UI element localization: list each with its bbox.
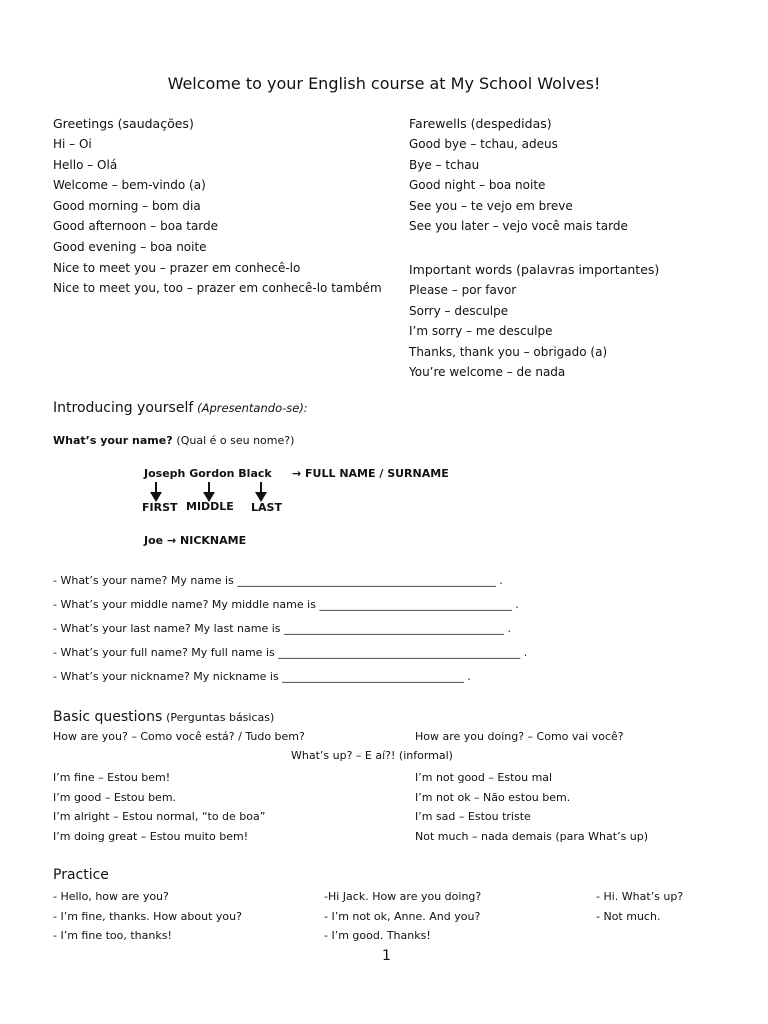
practice-col-1	[53, 887, 242, 946]
name-example: Joseph Gordon Black	[144, 467, 272, 480]
introducing-note: (Apresentando-se):	[197, 401, 308, 415]
page-number: 1	[382, 948, 391, 964]
important-list	[409, 280, 607, 383]
list-item: I’m not good – Estou mal	[415, 771, 553, 784]
greetings-heading: Greetings (saudações)	[53, 116, 194, 131]
list-item: Good bye – tchau, adeus	[409, 137, 558, 151]
list-item: I’m good – Estou bem.	[53, 790, 177, 804]
basic-question-center: What’s up? – E aí?! (informal)	[291, 749, 453, 762]
basic-heading: Basic questions	[53, 709, 163, 725]
page-title: Welcome to your English course at My School Wolves!	[167, 74, 601, 93]
list-item: You’re welcome – de nada	[409, 365, 566, 380]
basic-answers-left	[53, 768, 265, 847]
list-item: - I’m good. Thanks!	[324, 929, 431, 943]
list-item: Nice to meet you – prazer em conhecê-lo	[53, 260, 301, 275]
list-item: Thanks, thank you – obrigado (a)	[409, 344, 608, 359]
practice-col-2	[324, 887, 481, 946]
important-heading: Important words (palavras importantes)	[409, 262, 660, 277]
arrow-down-icon	[255, 482, 267, 502]
last-label: LAST	[251, 501, 282, 514]
list-item: Good evening – boa noite	[53, 239, 207, 254]
list-item: - I’m fine too, thanks!	[53, 929, 172, 943]
basic-heading-note: (Perguntas básicas)	[166, 711, 275, 724]
list-item: Good morning – bom dia	[53, 198, 201, 213]
list-item: Hi – Oi	[53, 137, 92, 151]
list-item: I’m sad – Estou triste	[415, 810, 531, 824]
greetings-list	[53, 134, 382, 299]
nickname-label: → NICKNAME	[166, 534, 247, 547]
list-item: Good afternoon – boa tarde	[53, 219, 219, 234]
list-item: - I’m not ok, Anne. And you?	[324, 909, 481, 923]
list-item: I’m fine – Estou bem!	[53, 771, 171, 784]
list-item: Bye – tchau	[409, 157, 480, 172]
basic-question-right: How are you doing? – Como vai você?	[415, 730, 624, 743]
basic-heading-row	[53, 709, 274, 725]
list-item: - Hello, how are you?	[53, 890, 169, 903]
list-item: - Hi. What’s up?	[596, 890, 684, 903]
exercise-line: - What’s your name? My name is _______________________________________________ .	[53, 574, 503, 587]
middle-label: MIDDLE	[186, 500, 234, 513]
list-item: Not much – nada demais (para What’s up)	[415, 830, 649, 844]
list-item: Welcome – bem-vindo (a)	[53, 178, 206, 193]
list-item: Sorry – desculpe	[409, 303, 509, 318]
list-item: See you later – vejo você mais tarde	[409, 219, 628, 234]
practice-heading: Practice	[53, 867, 109, 883]
name-question: What’s your name?	[53, 434, 173, 447]
list-item: -Hi Jack. How are you doing?	[324, 890, 482, 903]
introducing-heading-row	[53, 400, 308, 416]
exercise-line: - What’s your last name? My last name is ________________________________________ .	[53, 622, 511, 635]
name-question-note: (Qual é o seu nome?)	[176, 434, 295, 447]
arrow-down-icon	[203, 482, 215, 502]
list-item: Nice to meet you, too – prazer em conhecê-lo também	[53, 281, 382, 296]
list-item: I’m not ok – Não estou bem.	[415, 790, 571, 804]
basic-question-left: How are you? – Como você está? / Tudo bem?	[53, 730, 305, 743]
introducing-heading: Introducing yourself	[53, 400, 194, 416]
nickname-example: Joe	[144, 534, 164, 547]
exercise-line: - What’s your full name? My full name is ____________________________________________ .	[53, 646, 528, 659]
name-question-row	[53, 433, 294, 447]
first-label: FIRST	[142, 501, 178, 514]
basic-answers-right	[415, 768, 648, 847]
list-item: Hello – Olá	[53, 157, 118, 172]
list-item: Please – por favor	[409, 283, 517, 297]
list-item: See you – te vejo em breve	[409, 198, 573, 213]
exercise-line: - What’s your nickname? My nickname is _________________________________ .	[53, 670, 471, 683]
practice-col-3	[596, 887, 683, 926]
full-name-label: → FULL NAME / SURNAME	[292, 467, 449, 480]
list-item: I’m alright – Estou normal, “to de boa”	[53, 810, 266, 824]
list-item: I’m sorry – me desculpe	[409, 324, 553, 339]
nickname-example-row	[144, 534, 246, 547]
list-item: - I’m fine, thanks. How about you?	[53, 909, 242, 923]
farewells-heading: Farewells (despedidas)	[409, 116, 552, 131]
arrow-down-icon	[150, 482, 162, 502]
farewells-list	[409, 134, 628, 237]
list-item: I’m doing great – Estou muito bem!	[53, 830, 249, 844]
exercise-line: - What’s your middle name? My middle name is ___________________________________ .	[53, 598, 519, 611]
list-item: Good night – boa noite	[409, 178, 546, 193]
list-item: - Not much.	[596, 909, 661, 923]
